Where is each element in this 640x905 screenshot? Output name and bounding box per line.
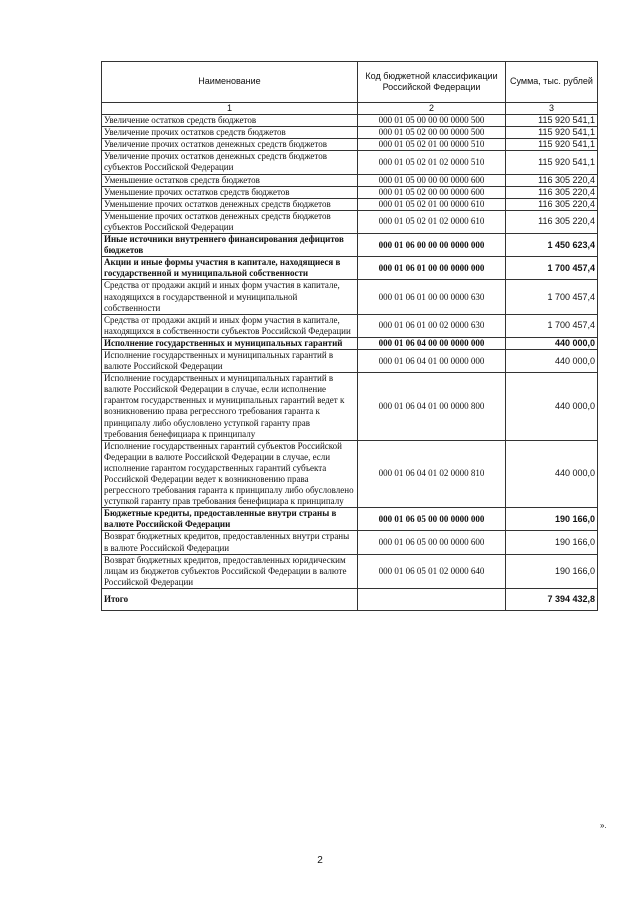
row-name: Иные источники внутреннего финансирования дефицитов бюджетов: [102, 234, 358, 257]
row-sum: 1 700 457,4: [506, 257, 598, 280]
row-code: 000 01 06 01 00 02 0000 630: [358, 314, 506, 337]
row-name: Увеличение прочих остатков денежных средств бюджетов: [102, 139, 358, 151]
table-row: [102, 210, 598, 233]
row-sum: 440 000,0: [506, 440, 598, 508]
row-name: Исполнение государственных и муниципальных гарантий: [102, 337, 358, 349]
row-sum: 440 000,0: [506, 349, 598, 372]
row-code: 000 01 06 00 00 00 0000 000: [358, 234, 506, 257]
table-row: [102, 531, 598, 554]
row-sum: 115 920 541,1: [506, 139, 598, 151]
row-code: 000 01 06 05 01 02 0000 640: [358, 554, 506, 588]
row-code: 000 01 06 01 00 00 0000 630: [358, 280, 506, 314]
table-row: [102, 280, 598, 314]
row-code: 000 01 06 04 01 00 0000 800: [358, 373, 506, 441]
row-name: Увеличение прочих остатков средств бюджетов: [102, 127, 358, 139]
row-sum: 116 305 220,4: [506, 210, 598, 233]
total-code: [358, 588, 506, 610]
row-code: 000 01 06 04 01 00 0000 000: [358, 349, 506, 372]
table-row: [102, 151, 598, 174]
row-code: 000 01 05 00 00 00 0000 500: [358, 115, 506, 127]
table-row: [102, 234, 598, 257]
total-row: [102, 588, 598, 610]
row-sum: 115 920 541,1: [506, 127, 598, 139]
table-row: [102, 115, 598, 127]
column-number-row: [102, 103, 598, 115]
row-name: Увеличение остатков средств бюджетов: [102, 115, 358, 127]
column-number: 1: [102, 103, 358, 115]
header-name: Наименование: [102, 62, 358, 103]
row-sum: 1 450 623,4: [506, 234, 598, 257]
table-row: [102, 139, 598, 151]
row-name: Исполнение государственных и муниципальных гарантий в валюте Российской Федерации в случае, если исполнение гарантом государственных и муниципальных гарантий ведет к возникновению права регрессного требования гаранта к принципалу либо обусловлено уступкой гаранту прав требования бенефициара к принципалу: [102, 373, 358, 441]
table-row: [102, 349, 598, 372]
column-number: 2: [358, 103, 506, 115]
row-sum: 115 920 541,1: [506, 115, 598, 127]
row-sum: 1 700 457,4: [506, 280, 598, 314]
header-sum: Сумма, тыс. рублей: [506, 62, 598, 103]
table-row: [102, 314, 598, 337]
row-sum: 190 166,0: [506, 554, 598, 588]
row-sum: 115 920 541,1: [506, 151, 598, 174]
table-row: [102, 440, 598, 508]
row-name: Акции и иные формы участия в капитале, находящиеся в государственной и муниципальной собственности: [102, 257, 358, 280]
table-row: [102, 508, 598, 531]
total-label: Итого: [102, 588, 358, 610]
row-name: Уменьшение прочих остатков денежных средств бюджетов: [102, 198, 358, 210]
table-row: [102, 198, 598, 210]
row-code: 000 01 05 02 01 02 0000 610: [358, 210, 506, 233]
header-row: [102, 62, 598, 103]
table-row: [102, 554, 598, 588]
row-sum: 116 305 220,4: [506, 198, 598, 210]
row-code: 000 01 06 04 00 00 0000 000: [358, 337, 506, 349]
table-row: [102, 174, 598, 186]
row-name: Уменьшение прочих остатков средств бюджетов: [102, 186, 358, 198]
row-sum: 190 166,0: [506, 508, 598, 531]
row-code: 000 01 06 01 00 00 0000 000: [358, 257, 506, 280]
row-name: Возврат бюджетных кредитов, предоставленных юридическим лицам из бюджетов субъектов Российской Федерации в валюте Российской Федерации: [102, 554, 358, 588]
row-code: 000 01 05 02 00 00 0000 500: [358, 127, 506, 139]
table-row: [102, 337, 598, 349]
row-name: Средства от продажи акций и иных форм участия в капитале, находящихся в собственности субъектов Российской Федерации: [102, 314, 358, 337]
page-number: 2: [317, 855, 323, 866]
table-row: [102, 373, 598, 441]
row-code: 000 01 06 04 01 02 0000 810: [358, 440, 506, 508]
budget-sources-table: [101, 61, 598, 611]
row-code: 000 01 05 02 00 00 0000 600: [358, 186, 506, 198]
row-code: 000 01 06 05 00 00 0000 000: [358, 508, 506, 531]
row-code: 000 01 05 02 01 00 0000 510: [358, 139, 506, 151]
row-name: Уменьшение остатков средств бюджетов: [102, 174, 358, 186]
row-code: 000 01 06 05 00 00 0000 600: [358, 531, 506, 554]
row-name: Исполнение государственных и муниципальных гарантий в валюте Российской Федерации: [102, 349, 358, 372]
row-code: 000 01 05 00 00 00 0000 600: [358, 174, 506, 186]
table-row: [102, 186, 598, 198]
row-code: 000 01 05 02 01 00 0000 610: [358, 198, 506, 210]
row-sum: 116 305 220,4: [506, 186, 598, 198]
row-sum: 116 305 220,4: [506, 174, 598, 186]
closing-quote-mark: ».: [600, 821, 607, 830]
table-row: [102, 127, 598, 139]
row-sum: 1 700 457,4: [506, 314, 598, 337]
row-code: 000 01 05 02 01 02 0000 510: [358, 151, 506, 174]
table-row: [102, 257, 598, 280]
row-sum: 190 166,0: [506, 531, 598, 554]
row-name: Бюджетные кредиты, предоставленные внутри страны в валюте Российской Федерации: [102, 508, 358, 531]
row-name: Средства от продажи акций и иных форм участия в капитале, находящихся в государственной и муниципальной собственности: [102, 280, 358, 314]
row-sum: 440 000,0: [506, 373, 598, 441]
total-sum: 7 394 432,8: [506, 588, 598, 610]
header-code: Код бюджетной классификации Российской Федерации: [358, 62, 506, 103]
row-sum: 440 000,0: [506, 337, 598, 349]
column-number: 3: [506, 103, 598, 115]
row-name: Увеличение прочих остатков денежных средств бюджетов субъектов Российской Федерации: [102, 151, 358, 174]
row-name: Уменьшение прочих остатков денежных средств бюджетов субъектов Российской Федерации: [102, 210, 358, 233]
row-name: Исполнение государственных гарантий субъектов Российской Федерации в валюте Российской Федерации в случае, если исполнение гарантом государственных гарантий субъекта Российской Федерации ведет к возникновению права регрессного требования гаранта к принципалу либо обусловлено уступкой гаранту прав требования бенефициара к принципалу: [102, 440, 358, 508]
row-name: Возврат бюджетных кредитов, предоставленных внутри страны в валюте Российской Федерации: [102, 531, 358, 554]
